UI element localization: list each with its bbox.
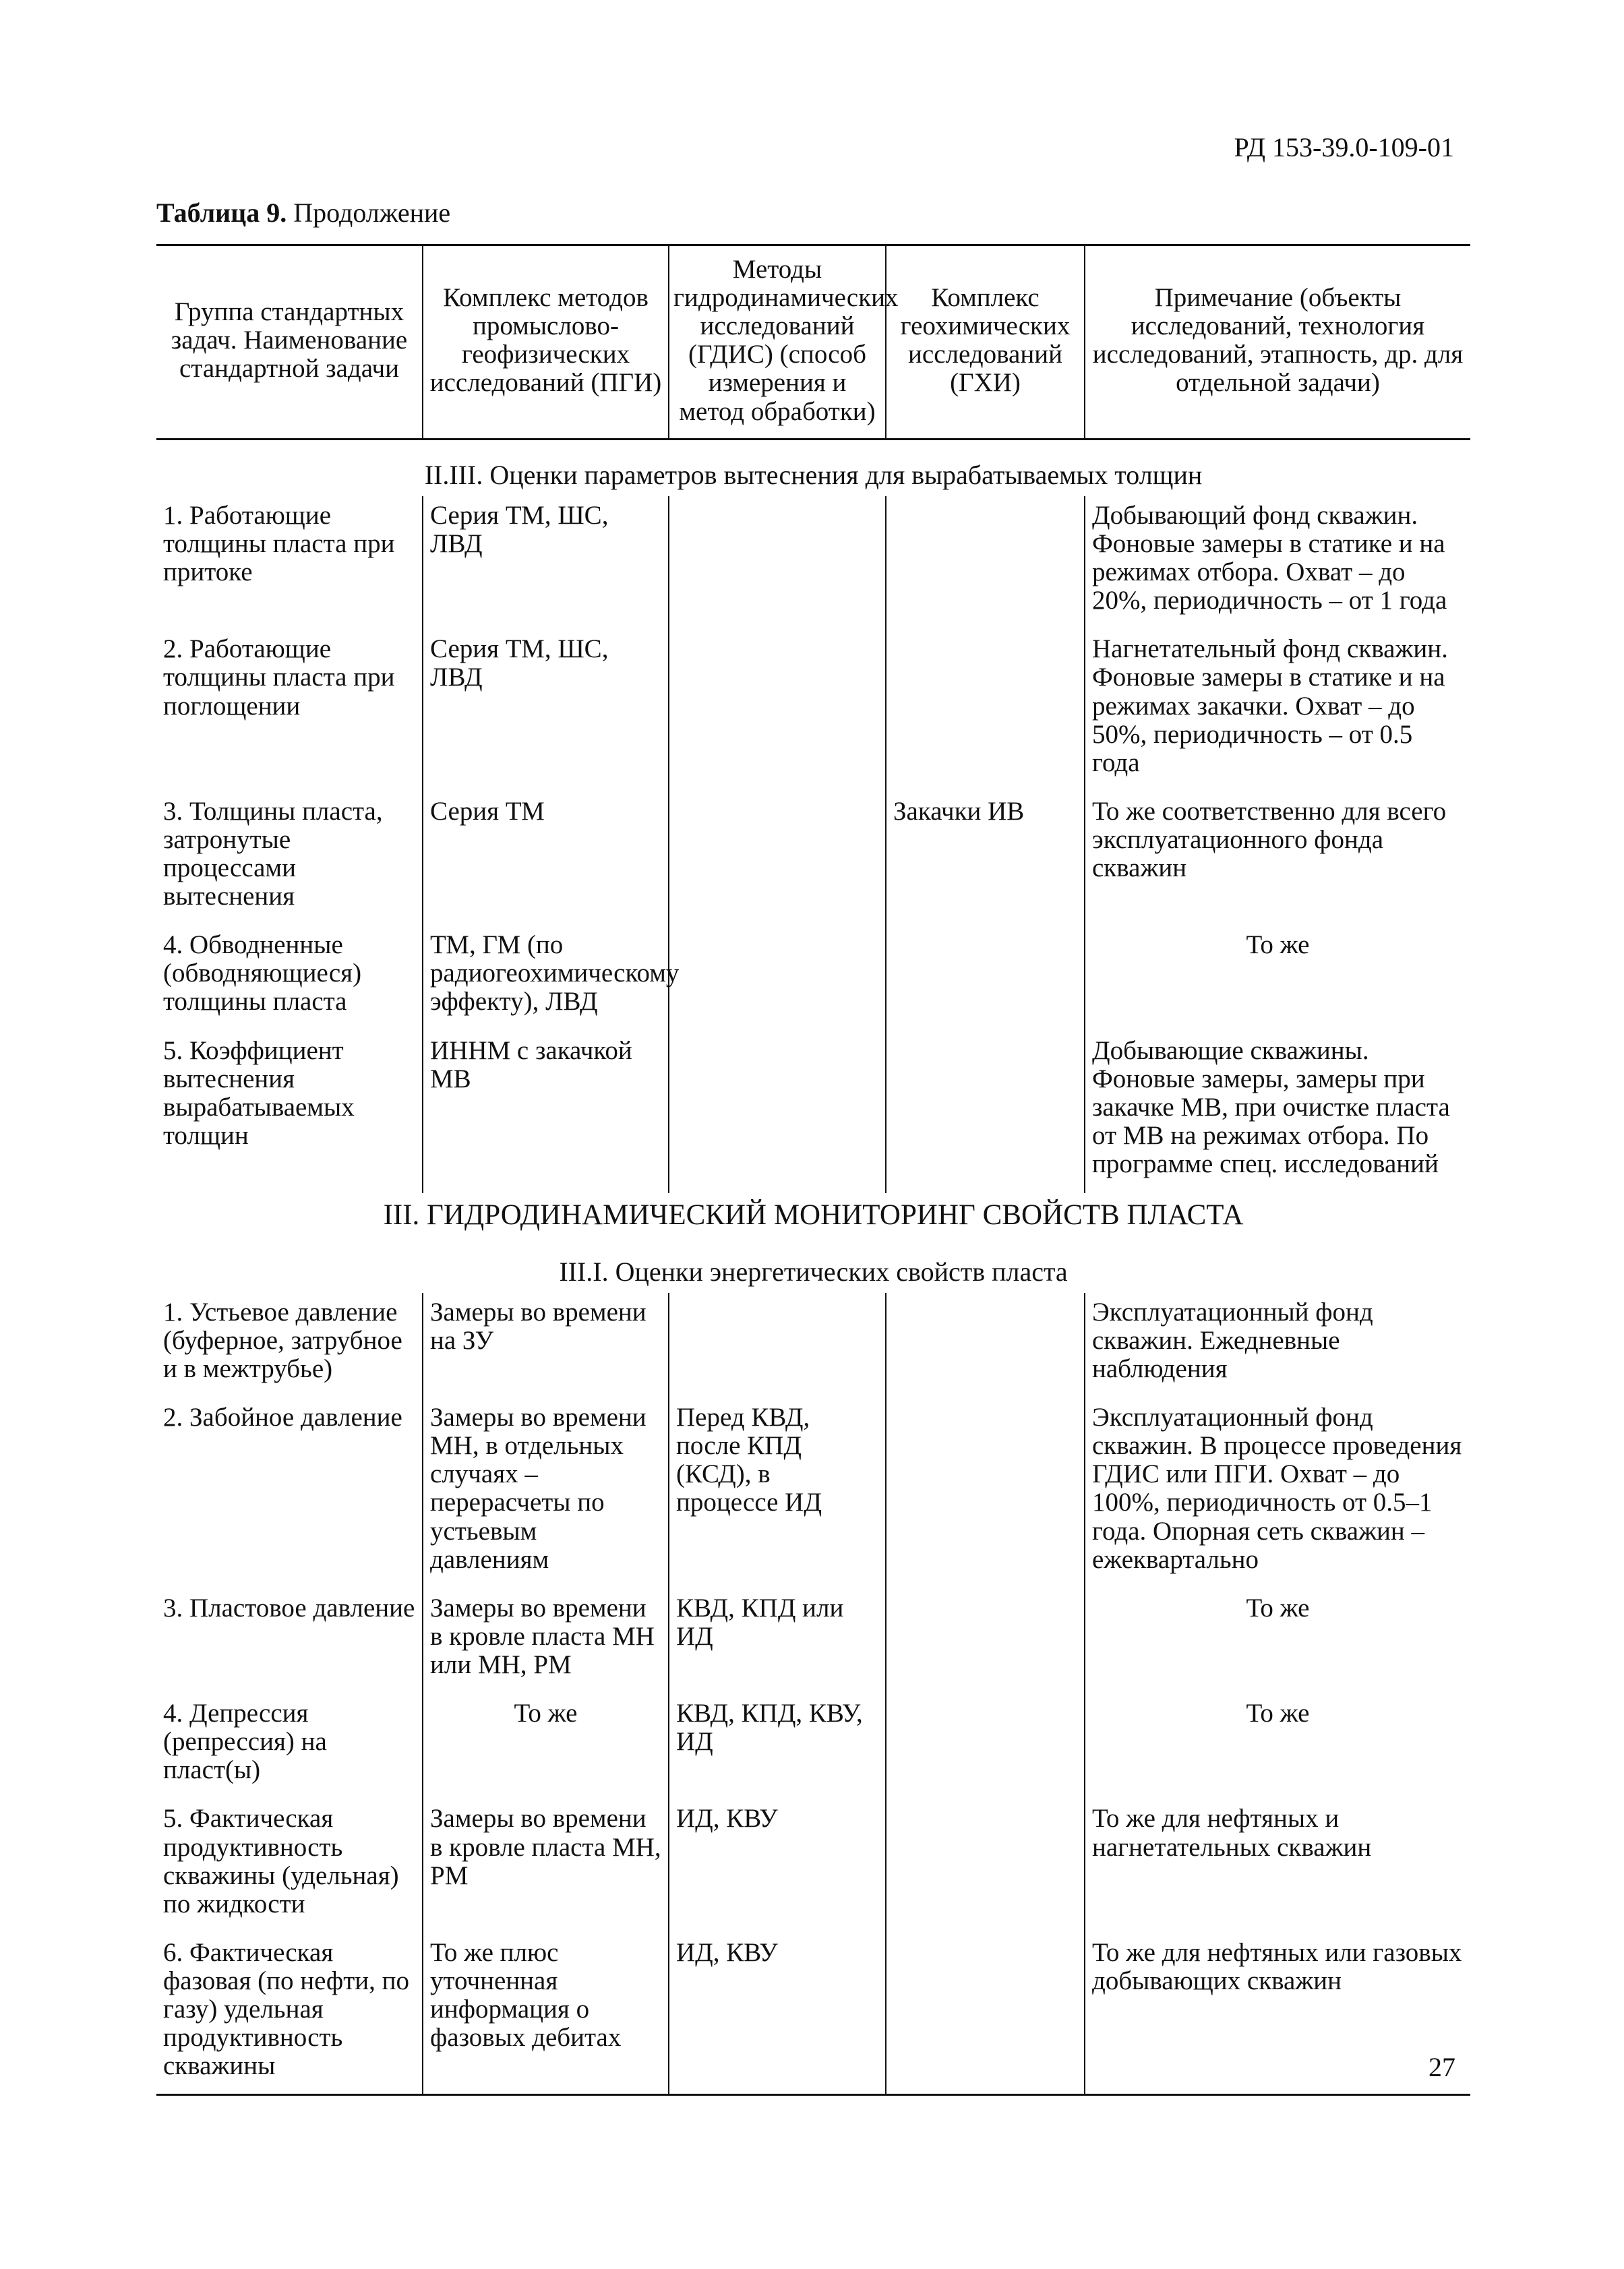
cell-ghi [886,1031,1085,1194]
cell-pgi: ИННМ с закачкой МВ [423,1031,669,1194]
cell-pgi: ТМ, ГМ (по радиогеохимическому эффекту), ЛВД [423,926,669,1031]
table-row [156,1799,1470,1933]
section-heading-2-3 [156,439,1470,496]
cell-pgi: Замеры во времени в кровле пласта МН или МН, РМ [423,1589,669,1694]
cell-pgi: Замеры во времени на ЗУ [423,1293,669,1398]
cell-ghi [886,1933,1085,2095]
section-heading-3-1 [156,1237,1470,1293]
cell-note: Нагнетательный фонд скважин. Фоновые замеры в статике и на режимах закачки. Охват – до 50%, периодичность – от 0.5 года [1085,630,1470,792]
cell-note: Эксплуатационный фонд скважин. Ежедневные наблюдения [1085,1293,1470,1398]
cell-ghi [886,1799,1085,1933]
cell-gdis: ИД, КВУ [669,1799,886,1933]
table-row [156,630,1470,792]
cell-note: То же [1085,1694,1470,1799]
cell-gdis [669,630,886,792]
table-row [156,1398,1470,1589]
cell-gdis [669,926,886,1031]
cell-ghi [886,1293,1085,1398]
cell-task: 4. Депрессия (репрессия) на пласт(ы) [163,1699,327,1785]
cell-task: 1. Устьевое давление (буферное, затрубное и в межтрубье) [163,1297,402,1383]
chapter-title: III. ГИДРОДИНАМИЧЕСКИЙ МОНИТОРИНГ СВОЙСТВ ПЛАСТА [383,1199,1244,1232]
cell-task: 1. Работающие толщины пласта при притоке [163,500,395,587]
caption-label: Таблица 9. [156,198,287,228]
cell-pgi: Серия ТМ [423,792,669,926]
table-caption [156,197,450,229]
table-row [156,1031,1470,1194]
cell-gdis: КВД, КПД или ИД [669,1589,886,1694]
table-row [156,496,1470,630]
table-row [156,1694,1470,1799]
table-row [156,1293,1470,1398]
caption-suffix: Продолжение [293,198,451,228]
cell-pgi: Серия ТМ, ШС, ЛВД [423,496,669,630]
table-row [156,1589,1470,1694]
cell-gdis [669,792,886,926]
document-code: РД 153-39.0-109-01 [1234,132,1454,162]
cell-note: То же [1085,926,1470,1031]
cell-gdis [669,1293,886,1398]
table-header-row [156,245,1470,440]
cell-ghi [886,496,1085,630]
monitoring-table [156,244,1470,2096]
cell-ghi [886,1398,1085,1589]
cell-gdis [669,1031,886,1194]
cell-ghi: Закачки ИВ [886,792,1085,926]
cell-pgi: Замеры во времени МН, в отдельных случаях – перерасчеты по устьевым давлениям [423,1398,669,1589]
cell-pgi: Замеры во времени в кровле пласта МН, РМ [423,1799,669,1933]
table-row [156,926,1470,1031]
cell-task: 2. Работающие толщины пласта при поглощении [163,634,395,721]
cell-task: 2. Забойное давление [163,1403,402,1432]
cell-note: То же соответственно для всего эксплуатационного фонда скважин [1085,792,1470,926]
cell-gdis [669,496,886,630]
cell-note: Эксплуатационный фонд скважин. В процессе проведения ГДИС или ПГИ. Охват – до 100%, периодичность от 0.5–1 года. Опорная сеть скважин – ежеквартально [1085,1398,1470,1589]
cell-ghi [886,630,1085,792]
cell-ghi [886,926,1085,1031]
table-row [156,792,1470,926]
header-gdis: Методы гидродинамических исследований (ГДИС) (способ измерения и метод обработки) [669,245,886,440]
header-pgi: Комплекс методов промыслово-геофизических исследований (ПГИ) [423,245,669,440]
cell-task: 3. Толщины пласта, затронутые процессами вытеснения [163,796,383,911]
header-note: Примечание (объекты исследований, технология исследований, этапность, др. для отдельной задачи) [1085,245,1470,440]
cell-note: То же для нефтяных или газовых добывающих скважин [1085,1933,1470,2095]
cell-gdis: ИД, КВУ [669,1933,886,2095]
cell-note: Добывающий фонд скважин. Фоновые замеры в статике и на режимах отбора. Охват – до 20%, периодичность – от 1 года [1085,496,1470,630]
cell-pgi: То же [423,1694,669,1799]
cell-note: То же [1085,1589,1470,1694]
page-number: 27 [1428,2052,1455,2082]
header-ghi: Комплекс геохимических исследований (ГХИ) [886,245,1085,440]
cell-ghi [886,1589,1085,1694]
table-row [156,1933,1470,2095]
cell-ghi [886,1694,1085,1799]
cell-task: 5. Фактическая продуктивность скважины (удельная) по жидкости [163,1804,399,1918]
cell-task: 4. Обводненные (обводняющиеся) толщины пласта [163,930,362,1017]
cell-task: 6. Фактическая фазовая (по нефти, по газу) удельная продуктивность скважины [163,1937,409,2081]
cell-task: 5. Коэффициент вытеснения вырабатываемых толщин [163,1035,355,1150]
cell-pgi: То же плюс уточненная информация о фазовых дебитах [423,1933,669,2095]
section-title: II.III. Оценки параметров вытеснения для вырабатываемых толщин [424,459,1203,490]
cell-note: То же для нефтяных и нагнетательных скважин [1085,1799,1470,1933]
section-title: III.I. Оценки энергетических свойств пласта [559,1256,1068,1287]
cell-note: Добывающие скважины. Фоновые замеры, замеры при закачке МВ, при очистке пласта от МВ на режимах отбора. По программе спец. исследований [1085,1031,1470,1194]
cell-pgi: Серия ТМ, ШС, ЛВД [423,630,669,792]
cell-gdis: КВД, КПД, КВУ, ИД [669,1694,886,1799]
cell-gdis: Перед КВД, после КПД (КСД), в процессе ИД [669,1398,886,1589]
cell-task: 3. Пластовое давление [163,1593,415,1623]
chapter-heading-3 [156,1193,1470,1236]
header-task-group: Группа стандартных задач. Наименование стандартной задачи [171,297,408,384]
